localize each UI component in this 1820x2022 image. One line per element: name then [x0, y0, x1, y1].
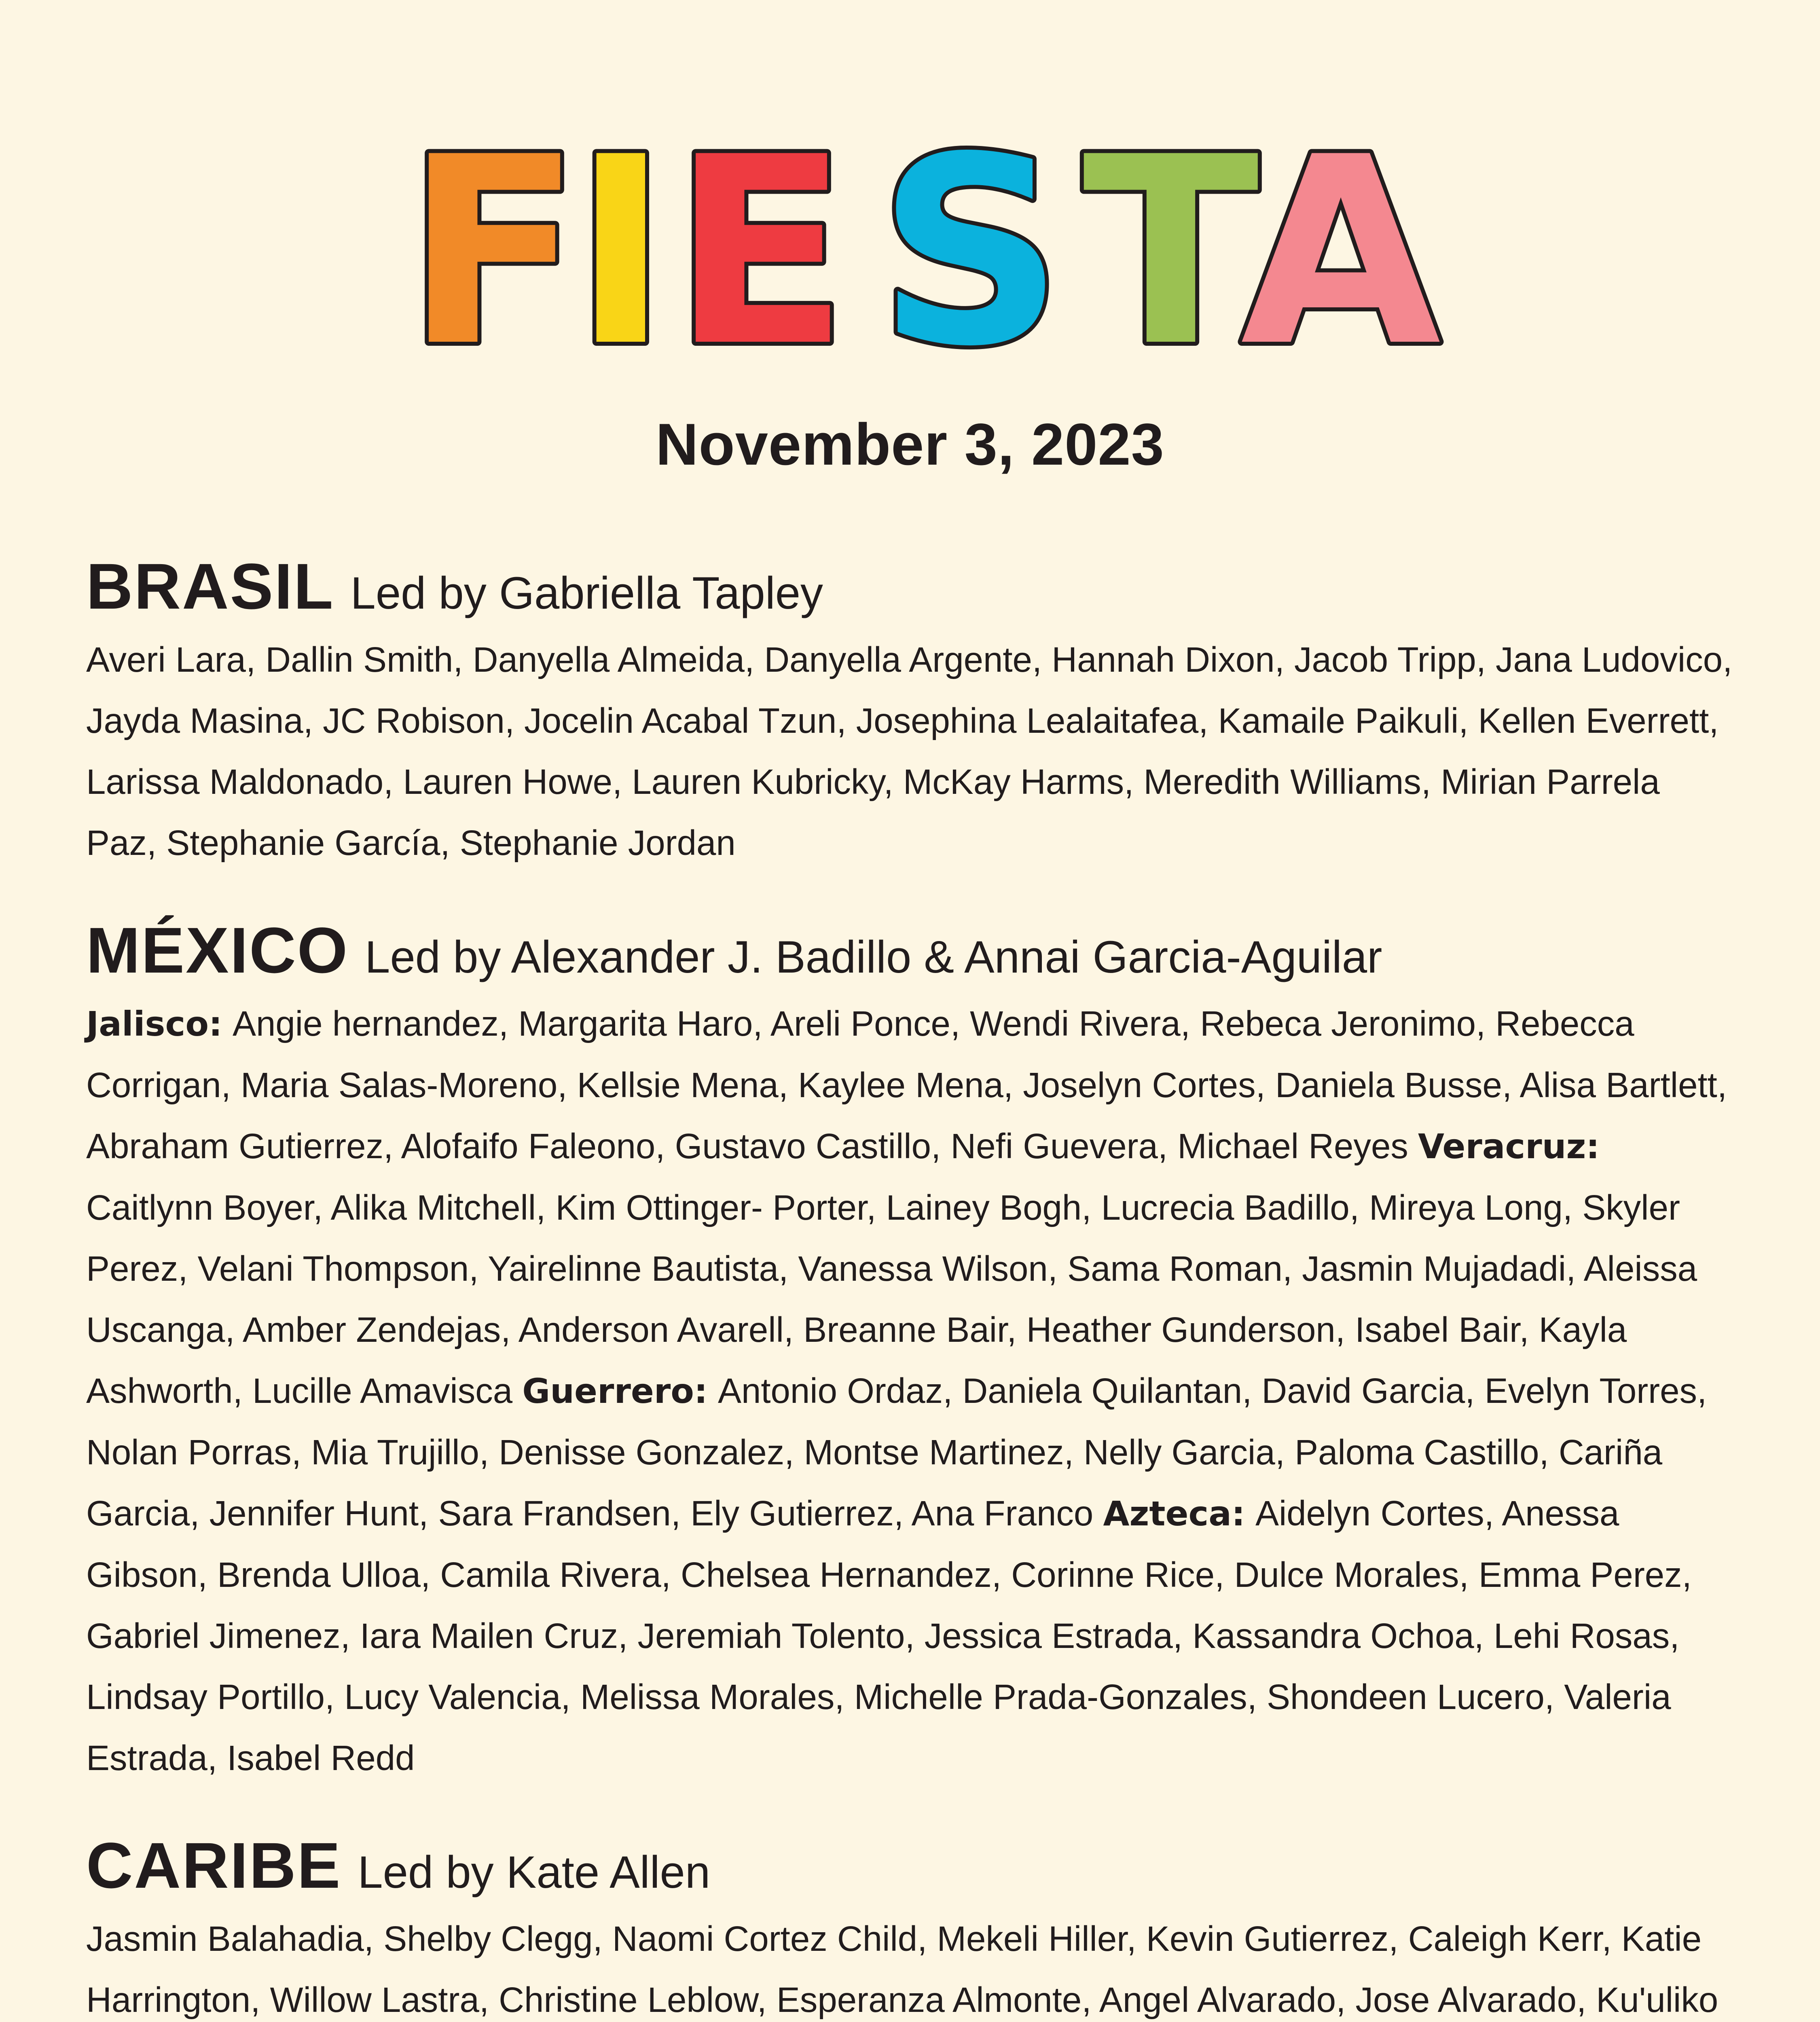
group-members: Caitlynn Boyer, Alika Mitchell, Kim Ottinger- Porter, Lainey Bogh, Lucrecia Badillo, Mireya Long, Skyler Perez, Velani Thompson, Yairelinne Bautista, Vanessa Wilson, Sama Roman, Jasmin Mujadadi, Aleissa Uscanga, Amber Zendejas, Anderson Avarell, Breanne Bair, Heather Gunderson, Isabel Bair, Kayla Ashworth, Lucille Amavisca: [86, 1188, 1697, 1411]
group-members: Averi Lara, Dallin Smith, Danyella Almeida, Danyella Argente, Hannah Dixon, Jacob Tripp, Jana Ludovico, Jayda Masina, JC Robison, Jocelin Acabal Tzun, Josephina Lealaitafea, Kamaile Paikuli, Kellen Everrett, Larissa Maldonado, Lauren Howe, Lauren Kubricky, McKay Harms, Meredith Williams, Mirian Parrela Paz, Stephanie García, Stephanie Jordan: [86, 640, 1733, 863]
section-2: [86, 1829, 1736, 2022]
title-letter-s: S: [877, 117, 1064, 376]
group-members: Angie hernandez, Margarita Haro, Areli Ponce, Wendi Rivera, Rebeca Jeronimo, Rebecca Corrigan, Maria Salas-Moreno, Kellsie Mena, Kaylee Mena, Joselyn Cortes, Daniela Busse, Alisa Bartlett, Abraham Gutierrez, Alofaifo Faleono, Gustavo Castillo, Nefi Guevera, Michael Reyes: [86, 1004, 1727, 1166]
section-members: [86, 1908, 1736, 2022]
group-label: Jalisco:: [86, 1004, 222, 1044]
group-members: Antonio Ordaz, Daniela Quilantan, David Garcia, Evelyn Torres, Nolan Porras, Mia Trujillo, Denisse Gonzalez, Montse Martinez, Nelly Garcia, Paloma Castillo, Cariña Garcia, Jennifer Hunt, Sara Frandsen, Ely Gutierrez, Ana Franco: [86, 1371, 1707, 1533]
group-members: Aidelyn Cortes, Anessa Gibson, Brenda Ulloa, Camila Rivera, Chelsea Hernandez, Corinne Rice, Dulce Morales, Emma Perez, Gabriel Jimenez, Iara Mailen Cruz, Jeremiah Tolento, Jessica Estrada, Kassandra Ochoa, Lehi Rosas, Lindsay Portillo, Lucy Valencia, Melissa Morales, Michelle Prada-Gonzales, Shondeen Lucero, Valeria Estrada, Isabel Redd: [86, 1494, 1692, 1778]
group-label: Azteca:: [1103, 1494, 1245, 1533]
section-leader: Led by Alexander J. Badillo & Annai Garcia-Aguilar: [365, 932, 1382, 982]
section-members: [86, 629, 1736, 874]
group-label: Veracruz:: [1418, 1127, 1600, 1166]
section-header: [86, 1829, 1736, 1901]
sections-container: [86, 550, 1736, 2022]
title-letter-a: A: [1240, 117, 1441, 376]
section-leader: Led by Gabriella Tapley: [350, 568, 823, 618]
section-members: [86, 993, 1736, 1789]
section-0: [86, 550, 1736, 874]
title-letter-t: T: [1082, 117, 1259, 376]
group-members: Jasmin Balahadia, Shelby Clegg, Naomi Cortez Child, Mekeli Hiller, Kevin Gutierrez, Caleigh Kerr, Katie Harrington, Willow Lastra, Christine Leblow, Esperanza Almonte, Angel Alvarado, Jose Alvarado, Ku'uliko: [86, 1919, 1718, 2020]
fiesta-title-graphic: [0, 117, 1820, 376]
group-label: Guerrero:: [522, 1371, 708, 1411]
section-header: [86, 550, 1736, 622]
section-name: MÉXICO: [86, 914, 349, 986]
event-date: November 3, 2023: [656, 411, 1164, 477]
title-letter-i: I: [572, 117, 669, 376]
section-name: CARIBE: [86, 1829, 342, 1901]
section-name: BRASIL: [86, 550, 334, 622]
title-letter-f: F: [405, 117, 582, 376]
fiesta-title: [0, 117, 1820, 376]
section-leader: Led by Kate Allen: [358, 1847, 711, 1897]
title-letter-e: E: [672, 117, 849, 376]
section-header: [86, 914, 1736, 986]
section-1: [86, 914, 1736, 1789]
